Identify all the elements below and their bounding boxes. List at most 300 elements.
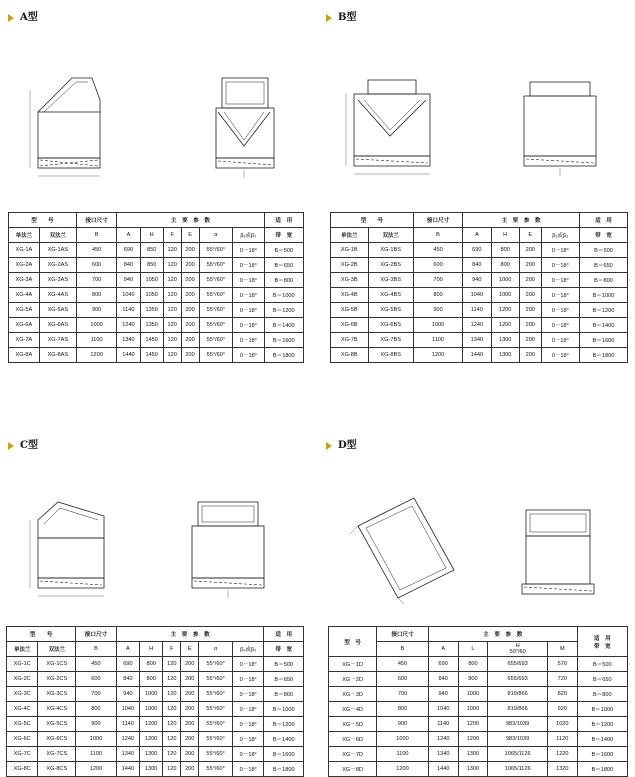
table-cell: B＝1600 <box>264 333 303 348</box>
table-cell: B＝1200 <box>264 303 303 318</box>
table-cell: 55°/60° <box>199 762 233 777</box>
table-cell: XG-4AS <box>39 288 76 303</box>
table-cell: XG-3C <box>7 687 38 702</box>
table-cell: 1200 <box>377 762 429 777</box>
table-cell: 200 <box>181 288 199 303</box>
table-cell: 0－18° <box>232 732 263 747</box>
table-cell: 1340 <box>116 747 139 762</box>
table-cell: 700 <box>413 273 462 288</box>
header-col: F <box>163 228 181 243</box>
table-cell: 1350 <box>140 318 163 333</box>
table-cell: 840 <box>428 672 458 687</box>
table-cell: XG-6AS <box>39 318 76 333</box>
table-cell: 200 <box>519 258 541 273</box>
header-params: 主 要 参 数 <box>116 627 264 642</box>
table-cell: 200 <box>519 273 541 288</box>
table-cell: XG-4BS <box>368 288 413 303</box>
table-row <box>7 657 304 672</box>
table-row <box>9 348 304 363</box>
table-cell: 655/693 <box>488 672 548 687</box>
header-inlet: 接口尺寸 <box>413 213 462 228</box>
table-cell: 700 <box>76 273 116 288</box>
table-cell: 690 <box>116 657 139 672</box>
table-cell: XG-8A <box>9 348 40 363</box>
table-cell: XG-7A <box>9 333 40 348</box>
table-cell: XG-3A <box>9 273 40 288</box>
header-col: E <box>181 642 199 657</box>
a-side-view-drawing <box>24 70 114 182</box>
header-b: B <box>76 642 117 657</box>
table-cell: 900 <box>413 303 462 318</box>
table-cell: 55°/60° <box>199 318 233 333</box>
table-cell: 1340 <box>428 747 458 762</box>
triangle-marker-icon <box>326 442 332 450</box>
table-row <box>331 258 628 273</box>
table-cell: 200 <box>181 717 199 732</box>
table-row <box>331 303 628 318</box>
table-cell: XG-2BS <box>368 258 413 273</box>
table-cell: 1000 <box>76 732 117 747</box>
table-cell: B＝800 <box>264 687 304 702</box>
table-cell: 1200 <box>413 348 462 363</box>
header-params: 主 要 参 数 <box>117 213 264 228</box>
table-cell: 1440 <box>117 348 140 363</box>
table-cell: 55°/60° <box>199 732 233 747</box>
table-cell: 1200 <box>140 732 163 747</box>
table-cell: 120 <box>163 687 181 702</box>
table-cell: 840 <box>116 672 139 687</box>
header-col: A <box>463 228 491 243</box>
table-cell: 1040 <box>428 702 458 717</box>
table-cell: 1040 <box>463 288 491 303</box>
table-cell: 120 <box>163 273 181 288</box>
table-cell: B＝1000 <box>579 288 627 303</box>
table-cell: XG-6BS <box>368 318 413 333</box>
table-cell: XG－4D <box>329 702 377 717</box>
table-cell: 0－18° <box>233 348 264 363</box>
table-cell: B＝1800 <box>579 348 627 363</box>
table-cell: B＝650 <box>577 672 627 687</box>
table-cell: 1000 <box>458 702 488 717</box>
table-cell: 1200 <box>458 717 488 732</box>
table-cell: XG-4CS <box>38 702 76 717</box>
table-cell: 0－18° <box>541 348 579 363</box>
table-cell: XG-6B <box>331 318 369 333</box>
table-cell: 600 <box>377 672 429 687</box>
table-cell: 819/866 <box>488 687 548 702</box>
table-cell: 200 <box>519 318 541 333</box>
header-h-label: H <box>515 643 520 649</box>
table-cell: 1440 <box>116 762 139 777</box>
table-cell: XG-5BS <box>368 303 413 318</box>
table-cell: 1040 <box>117 288 140 303</box>
table-cell: B＝650 <box>579 258 627 273</box>
table-cell: B＝1200 <box>577 717 627 732</box>
table-cell: 800 <box>76 702 117 717</box>
header-h-sub: 50°/60 <box>509 649 526 655</box>
table-cell: XG-5B <box>331 303 369 318</box>
table-cell: XG－1D <box>329 657 377 672</box>
table-cell: 450 <box>76 657 117 672</box>
table-cell: 690 <box>428 657 458 672</box>
table-cell: 700 <box>377 687 429 702</box>
table-cell: XG-8C <box>7 762 38 777</box>
table-cell: 55°/60° <box>199 702 233 717</box>
table-cell: 120 <box>163 333 181 348</box>
table-cell: 200 <box>519 243 541 258</box>
table-cell: 200 <box>181 762 199 777</box>
table-cell: 1050 <box>140 288 163 303</box>
table-cell: 800 <box>377 702 429 717</box>
table-row <box>9 318 304 333</box>
triangle-marker-icon <box>8 14 14 22</box>
table-cell: 1140 <box>463 303 491 318</box>
table-a-body <box>9 243 304 363</box>
table-row <box>9 303 304 318</box>
table-cell: 200 <box>181 702 199 717</box>
table-cell: 1440 <box>463 348 491 363</box>
table-cell: 55°/60° <box>199 243 233 258</box>
table-row <box>9 273 304 288</box>
table-cell: 1300 <box>140 747 163 762</box>
table-cell: 800 <box>491 258 519 273</box>
header-inlet: 接口尺寸 <box>76 627 117 642</box>
header-col: β₁或β₂ <box>232 642 263 657</box>
table-cell: 1450 <box>140 333 163 348</box>
table-cell: B＝1600 <box>579 333 627 348</box>
table-row <box>331 243 628 258</box>
header-col: β₁或β₂ <box>541 228 579 243</box>
header-model: 型 号 <box>329 627 377 657</box>
table-cell: 1200 <box>140 717 163 732</box>
table-row <box>7 762 304 777</box>
table-cell: 200 <box>519 288 541 303</box>
table-cell: 0－18° <box>541 303 579 318</box>
table-cell: XG－8D <box>329 762 377 777</box>
table-cell: 1200 <box>76 348 116 363</box>
table-cell: XG-8CS <box>38 762 76 777</box>
d-front-view-drawing <box>516 502 600 606</box>
header-belt: 带 宽 <box>579 228 627 243</box>
table-cell: B＝800 <box>579 273 627 288</box>
table-c-body <box>7 657 304 777</box>
table-cell: 1100 <box>377 747 429 762</box>
table-cell: XG-2CS <box>38 672 76 687</box>
table-cell: 1000 <box>140 702 163 717</box>
table-row <box>7 702 304 717</box>
table-cell: 200 <box>519 303 541 318</box>
table-cell: B＝1400 <box>264 732 304 747</box>
table-cell: 900 <box>377 717 429 732</box>
table-cell: 1065/1126 <box>488 762 548 777</box>
table-cell: 120 <box>163 303 181 318</box>
c-front-view-drawing <box>186 494 270 602</box>
table-cell: 600 <box>76 672 117 687</box>
header-params: 主 要 参 数 <box>463 213 580 228</box>
table-cell: 0－18° <box>541 288 579 303</box>
table-cell: XG-6A <box>9 318 40 333</box>
table-cell: XG－6D <box>329 732 377 747</box>
table-cell: XG-2C <box>7 672 38 687</box>
table-cell: 850 <box>140 258 163 273</box>
header-b: B <box>413 228 462 243</box>
table-cell: 0－18° <box>232 747 263 762</box>
section-c-title <box>8 436 38 451</box>
header-col: E <box>181 228 199 243</box>
header-params: 主 要 参 数 <box>428 627 577 642</box>
table-cell: XG－5D <box>329 717 377 732</box>
table-cell: XG-7CS <box>38 747 76 762</box>
table-row <box>9 333 304 348</box>
header-col: H <box>140 642 163 657</box>
table-cell: XG－3D <box>329 687 377 702</box>
table-cell: 900 <box>76 303 116 318</box>
table-cell: 450 <box>413 243 462 258</box>
b-front-view-drawing <box>516 70 604 182</box>
table-cell: XG-2A <box>9 258 40 273</box>
header-model: 型 号 <box>9 213 77 228</box>
table-d <box>328 626 628 777</box>
table-cell: 720 <box>547 672 577 687</box>
table-cell: 1000 <box>76 318 116 333</box>
table-cell: 800 <box>140 657 163 672</box>
header-single-flange: 单法兰 <box>331 228 369 243</box>
table-cell: 1320 <box>547 762 577 777</box>
table-cell: 0－18° <box>232 717 263 732</box>
table-cell: XG-6CS <box>38 732 76 747</box>
table-cell: 1300 <box>140 762 163 777</box>
table-cell: 1000 <box>377 732 429 747</box>
header-col: A <box>116 642 139 657</box>
table-cell: 200 <box>181 348 199 363</box>
section-b-title <box>326 8 356 23</box>
table-cell: XG-5C <box>7 717 38 732</box>
header-double-flange: 双法兰 <box>368 228 413 243</box>
table-cell: 55°/60° <box>199 288 233 303</box>
table-cell: 1240 <box>116 732 139 747</box>
table-cell: 1065/1126 <box>488 747 548 762</box>
table-row <box>7 687 304 702</box>
table-cell: 120 <box>163 318 181 333</box>
table-cell: XG-1A <box>9 243 40 258</box>
table-row <box>329 657 628 672</box>
table-cell: B＝1600 <box>264 747 304 762</box>
table-cell: 0－18° <box>232 702 263 717</box>
section-c-title-text: C型 <box>20 440 38 451</box>
table-cell: 200 <box>181 333 199 348</box>
header-col: α <box>199 228 233 243</box>
table-cell: 800 <box>458 672 488 687</box>
table-cell: B＝1000 <box>264 288 303 303</box>
table-cell: 120 <box>163 702 181 717</box>
header-col-h <box>488 642 548 657</box>
table-cell: B＝1400 <box>264 318 303 333</box>
b-side-view-drawing <box>340 70 436 182</box>
table-cell: B＝1800 <box>264 348 303 363</box>
table-cell: 1350 <box>140 303 163 318</box>
table-cell: 1200 <box>458 732 488 747</box>
table-row <box>9 243 304 258</box>
table-cell: B＝1600 <box>577 747 627 762</box>
table-cell: 120 <box>163 657 181 672</box>
table-row <box>331 288 628 303</box>
table-cell: 1050 <box>140 273 163 288</box>
table-cell: 600 <box>413 258 462 273</box>
table-cell: 55°/60° <box>199 303 233 318</box>
triangle-marker-icon <box>8 442 14 450</box>
header-belt: 带 宽 <box>593 643 611 650</box>
header-belt: 带 宽 <box>264 642 304 657</box>
section-a-title <box>8 8 38 23</box>
table-cell: 1140 <box>116 717 139 732</box>
table-cell: 200 <box>181 273 199 288</box>
table-cell: 1140 <box>117 303 140 318</box>
table-b <box>330 212 628 363</box>
table-cell: 1020 <box>547 717 577 732</box>
header-col: L <box>458 642 488 657</box>
header-col: A <box>117 228 140 243</box>
header-single-flange: 单法兰 <box>9 228 40 243</box>
header-inlet: 接口尺寸 <box>76 213 116 228</box>
table-cell: 1300 <box>491 348 519 363</box>
table-cell: 1000 <box>491 288 519 303</box>
table-cell: 55°/60° <box>199 258 233 273</box>
table-cell: 450 <box>76 243 116 258</box>
table-cell: 200 <box>181 303 199 318</box>
table-cell: B＝500 <box>264 657 304 672</box>
table-cell: 200 <box>181 258 199 273</box>
header-belt: 带 宽 <box>264 228 303 243</box>
table-cell: XG-5A <box>9 303 40 318</box>
header-fit: 适 用 <box>579 213 627 228</box>
table-cell: 1000 <box>491 273 519 288</box>
table-row <box>7 747 304 762</box>
table-cell: 819/866 <box>488 702 548 717</box>
table-cell: B＝500 <box>579 243 627 258</box>
table-a <box>8 212 304 363</box>
table-cell: 0－18° <box>233 333 264 348</box>
table-row <box>7 672 304 687</box>
table-cell: 55°/60° <box>199 687 233 702</box>
table-cell: XG-4B <box>331 288 369 303</box>
table-cell: XG-1B <box>331 243 369 258</box>
table-cell: 1240 <box>463 318 491 333</box>
table-cell: XG-4A <box>9 288 40 303</box>
table-row <box>331 318 628 333</box>
table-row <box>329 702 628 717</box>
table-cell: 600 <box>76 258 116 273</box>
table-cell: 1340 <box>463 333 491 348</box>
table-cell: 800 <box>140 672 163 687</box>
table-cell: 1000 <box>458 687 488 702</box>
table-cell: 1450 <box>140 348 163 363</box>
table-cell: 1300 <box>491 333 519 348</box>
table-cell: B＝1000 <box>577 702 627 717</box>
table-row <box>329 672 628 687</box>
a-front-view-drawing <box>208 70 278 182</box>
table-cell: 983/1039 <box>488 717 548 732</box>
table-cell: B＝1800 <box>264 762 304 777</box>
table-cell: 983/1039 <box>488 732 548 747</box>
table-cell: 1100 <box>413 333 462 348</box>
table-cell: 0－18° <box>541 318 579 333</box>
table-cell: 900 <box>76 717 117 732</box>
table-cell: XG-2AS <box>39 258 76 273</box>
table-cell: 655/693 <box>488 657 548 672</box>
table-row <box>329 747 628 762</box>
table-cell: 0－18° <box>232 672 263 687</box>
table-cell: B＝1200 <box>579 303 627 318</box>
table-cell: 700 <box>76 687 117 702</box>
table-cell: XG-7AS <box>39 333 76 348</box>
table-cell: 1000 <box>140 687 163 702</box>
table-cell: 120 <box>163 762 181 777</box>
table-cell: 0－18° <box>233 258 264 273</box>
table-cell: 1040 <box>116 702 139 717</box>
table-cell: 55°/60° <box>199 717 233 732</box>
table-cell: 940 <box>463 273 491 288</box>
section-d-title-text: D型 <box>338 440 357 451</box>
table-row <box>9 288 304 303</box>
section-b-title-text: B型 <box>338 12 357 23</box>
table-cell: 690 <box>463 243 491 258</box>
table-cell: 1200 <box>491 318 519 333</box>
header-col: E <box>519 228 541 243</box>
table-row <box>329 732 628 747</box>
header-col: A <box>428 642 458 657</box>
table-cell: XG-4C <box>7 702 38 717</box>
table-row <box>329 717 628 732</box>
header-col: H <box>140 228 163 243</box>
triangle-marker-icon <box>326 14 332 22</box>
table-cell: 0－18° <box>233 288 264 303</box>
table-cell: 0－18° <box>233 303 264 318</box>
table-cell: 1000 <box>413 318 462 333</box>
table-cell: 120 <box>163 288 181 303</box>
table-cell: 840 <box>117 258 140 273</box>
table-cell: 570 <box>547 657 577 672</box>
table-cell: 200 <box>181 747 199 762</box>
table-cell: 1200 <box>76 762 117 777</box>
table-cell: 1140 <box>428 717 458 732</box>
table-cell: 0－18° <box>541 273 579 288</box>
header-b: B <box>76 228 116 243</box>
table-cell: 0－18° <box>233 243 264 258</box>
table-cell: 0－18° <box>541 243 579 258</box>
table-cell: 690 <box>117 243 140 258</box>
table-cell: B＝800 <box>577 687 627 702</box>
table-c <box>6 626 304 777</box>
header-double-flange: 双法兰 <box>38 642 76 657</box>
header-fit-text: 适 用 <box>593 635 611 642</box>
table-cell: 0－18° <box>541 333 579 348</box>
table-cell: B＝1200 <box>264 717 304 732</box>
table-cell: 1120 <box>547 732 577 747</box>
table-cell: 1220 <box>547 747 577 762</box>
table-cell: 55°/60° <box>199 747 233 762</box>
table-cell: 200 <box>181 657 199 672</box>
table-row <box>7 717 304 732</box>
table-cell: B＝500 <box>577 657 627 672</box>
table-cell: XG-5CS <box>38 717 76 732</box>
table-cell: XG-2B <box>331 258 369 273</box>
table-cell: 120 <box>163 747 181 762</box>
table-cell: 0－18° <box>233 318 264 333</box>
section-d-title <box>326 436 357 451</box>
table-cell: 55°/60° <box>199 672 233 687</box>
table-cell: XG-7C <box>7 747 38 762</box>
table-cell: XG-3AS <box>39 273 76 288</box>
